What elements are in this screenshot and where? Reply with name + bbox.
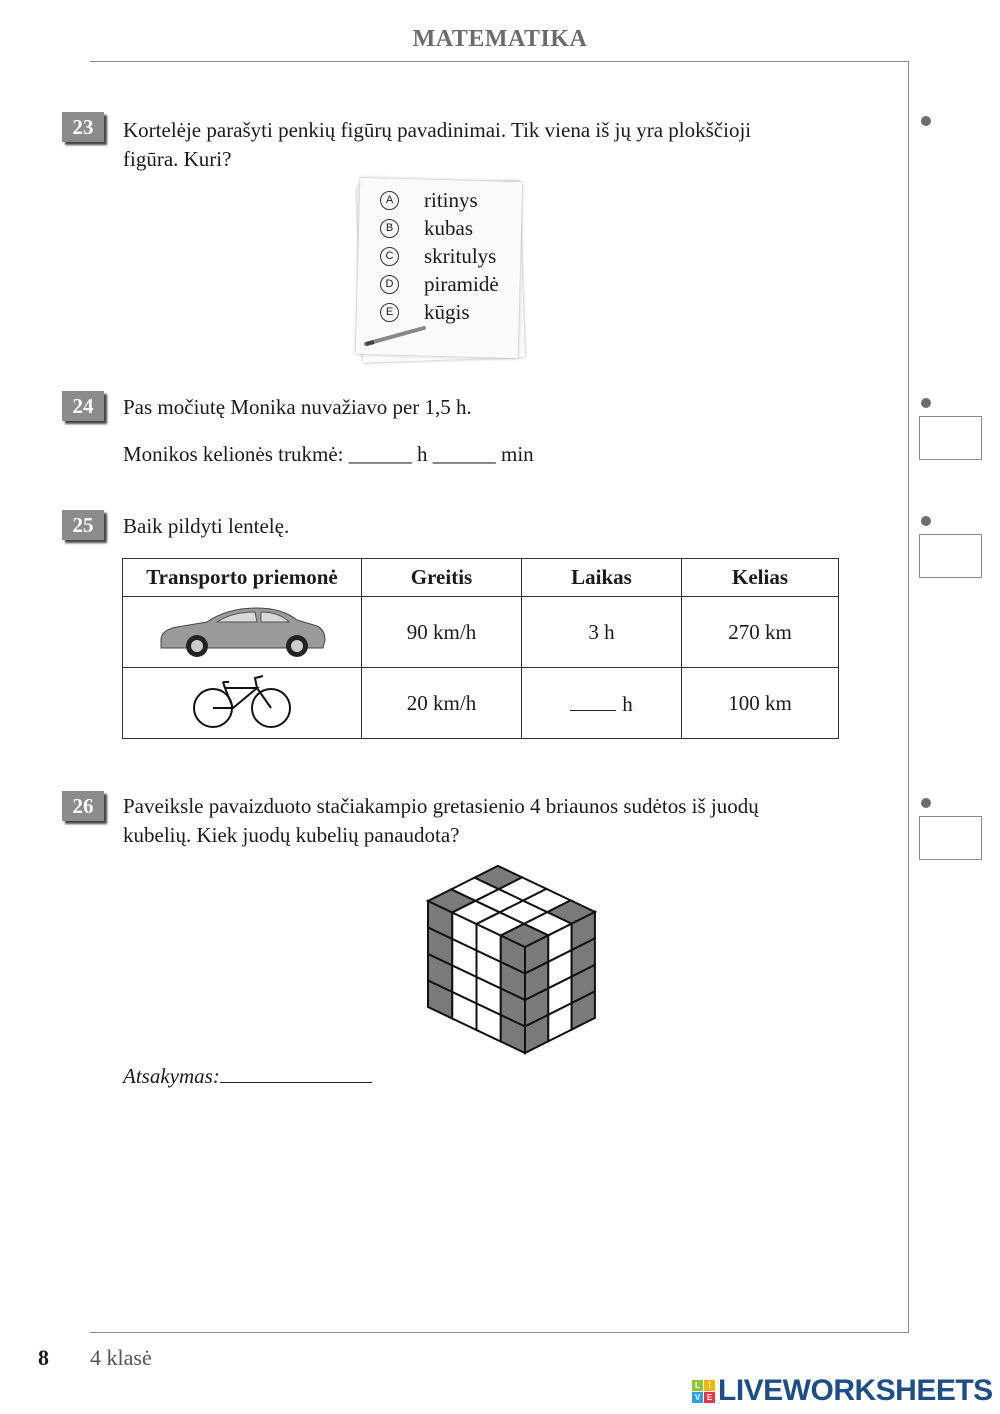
answer-label: Monikos kelionės trukmė:	[123, 442, 344, 466]
distance-cell: 270 km	[682, 597, 839, 668]
logo-tiles-icon	[692, 1380, 715, 1403]
option-label: ritinys	[424, 188, 478, 212]
hours-blank[interactable]: ______	[348, 442, 412, 466]
question-23-line1: Kortelėje parašyti penkių figūrų pavadinimai. Tik viena iš jų yra plokščioji	[123, 118, 752, 142]
answer-label: Atsakymas:	[123, 1064, 220, 1088]
question-24-text: Pas močiutę Monika nuvažiavo per 1,5 h.	[123, 395, 472, 419]
margin-dot-26	[921, 798, 931, 808]
header-vehicle: Transporto priemonė	[123, 559, 362, 597]
option-label: kūgis	[424, 300, 470, 324]
option-letter: A	[380, 191, 399, 210]
logo-text: LIVEWORKSHEETS	[718, 1374, 993, 1407]
distance-cell: 100 km	[682, 668, 839, 739]
score-box-26[interactable]	[919, 816, 982, 860]
question-23-line2: figūra. Kuri?	[123, 147, 232, 171]
question-26-answer	[123, 1062, 372, 1091]
option-label: skritulys	[424, 244, 497, 268]
option-letter: B	[380, 219, 399, 238]
logo-tile: V	[692, 1392, 703, 1403]
header-time: Laikas	[522, 559, 682, 597]
option-letter: C	[380, 247, 399, 266]
page-number: 8	[38, 1345, 49, 1370]
option-letter: D	[380, 275, 399, 294]
question-26-line2: kubelių. Kiek juodų kubelių panaudota?	[123, 823, 460, 847]
question-number-25: 25	[62, 510, 104, 540]
liveworksheets-logo[interactable]	[692, 1374, 993, 1408]
speed-cell: 20 km/h	[362, 668, 522, 739]
minutes-unit: min	[500, 442, 534, 466]
answer-blank[interactable]	[220, 1062, 372, 1083]
question-number-26: 26	[62, 791, 104, 821]
time-cell: 3 h	[522, 597, 682, 668]
header-distance: Kelias	[682, 559, 839, 597]
grade-label: 4 klasė	[90, 1345, 152, 1370]
header-speed: Greitis	[362, 559, 522, 597]
option-letter: E	[380, 303, 399, 322]
question-number-24: 24	[62, 391, 104, 421]
option-label: kubas	[424, 216, 473, 240]
option-label: piramidė	[424, 272, 499, 296]
page-header-title: MATEMATIKA	[412, 26, 588, 52]
logo-tile: L	[692, 1380, 703, 1391]
speed-cell: 90 km/h	[362, 597, 522, 668]
question-number-23: 23	[62, 112, 104, 142]
minutes-blank[interactable]: ______	[432, 442, 496, 466]
logo-tile: E	[704, 1392, 715, 1403]
question-25-text: Baik pildyti lentelę.	[123, 514, 290, 538]
logo-tile: I	[704, 1380, 715, 1391]
hours-unit: h	[416, 442, 428, 466]
time-unit: h	[622, 691, 633, 716]
question-26-line1: Paveiksle pavaizduoto stačiakampio gretasienio 4 briaunos sudėtos iš juodų	[123, 794, 759, 818]
